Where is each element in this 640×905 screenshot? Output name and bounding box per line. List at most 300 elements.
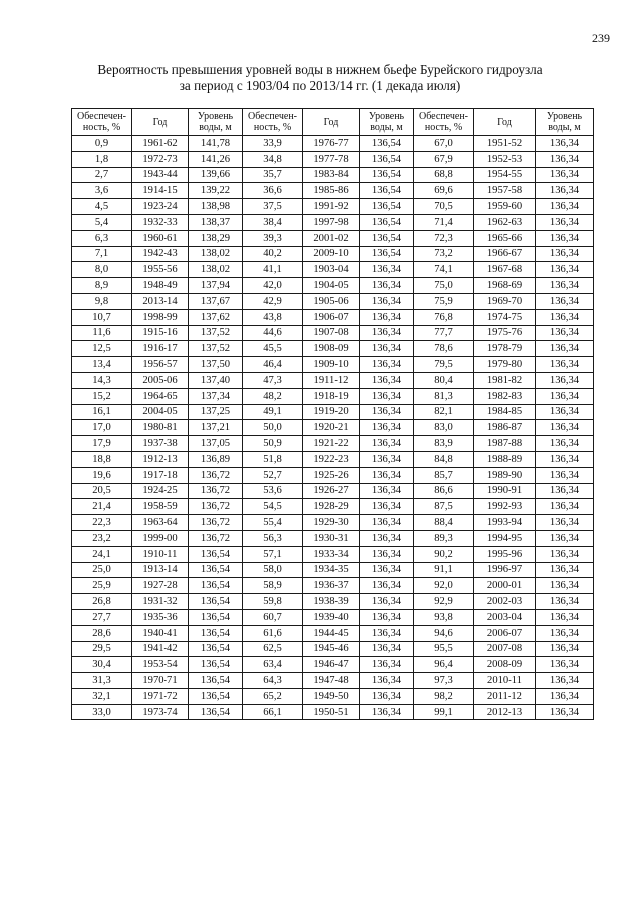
- cell-year: 1925-26: [303, 467, 360, 483]
- cell-water-level: 136,34: [360, 372, 414, 388]
- cell-water-level: 136,54: [189, 562, 243, 578]
- cell-water-level: 136,34: [536, 657, 594, 673]
- cell-water-level: 136,34: [360, 357, 414, 373]
- table-row: [72, 309, 594, 325]
- header-water-level: Уровень воды, м: [360, 109, 414, 136]
- cell-water-level: 136,34: [536, 451, 594, 467]
- cell-probability: 75,0: [414, 278, 474, 294]
- table-row: [72, 594, 594, 610]
- cell-water-level: 136,34: [360, 293, 414, 309]
- cell-water-level: 136,34: [536, 641, 594, 657]
- cell-probability: 91,1: [414, 562, 474, 578]
- cell-probability: 17,9: [72, 436, 132, 452]
- cell-year: 1950-51: [303, 704, 360, 720]
- cell-water-level: 136,54: [360, 151, 414, 167]
- cell-year: 1914-15: [132, 183, 189, 199]
- cell-probability: 44,6: [243, 325, 303, 341]
- cell-water-level: 136,34: [536, 673, 594, 689]
- cell-water-level: 136,34: [360, 262, 414, 278]
- cell-probability: 39,3: [243, 230, 303, 246]
- cell-probability: 13,4: [72, 357, 132, 373]
- table-row: [72, 641, 594, 657]
- cell-water-level: 141,26: [189, 151, 243, 167]
- cell-year: 1913-14: [132, 562, 189, 578]
- cell-year: 1907-08: [303, 325, 360, 341]
- cell-year: 1988-89: [474, 451, 536, 467]
- cell-year: 1990-91: [474, 483, 536, 499]
- probability-table: [71, 108, 594, 720]
- table-row: [72, 357, 594, 373]
- cell-probability: 8,9: [72, 278, 132, 294]
- cell-water-level: 136,34: [536, 404, 594, 420]
- cell-year: 1926-27: [303, 483, 360, 499]
- cell-probability: 36,6: [243, 183, 303, 199]
- cell-water-level: 136,34: [536, 309, 594, 325]
- cell-year: 1962-63: [474, 214, 536, 230]
- cell-year: 1974-75: [474, 309, 536, 325]
- table-row: [72, 546, 594, 562]
- cell-water-level: 136,34: [360, 278, 414, 294]
- cell-water-level: 136,34: [536, 483, 594, 499]
- cell-year: 1910-11: [132, 546, 189, 562]
- cell-year: 1915-16: [132, 325, 189, 341]
- table-row: [72, 262, 594, 278]
- cell-year: 2006-07: [474, 625, 536, 641]
- cell-water-level: 136,72: [189, 499, 243, 515]
- cell-probability: 42,9: [243, 293, 303, 309]
- cell-water-level: 139,22: [189, 183, 243, 199]
- cell-year: 1928-29: [303, 499, 360, 515]
- cell-water-level: 137,25: [189, 404, 243, 420]
- cell-probability: 21,4: [72, 499, 132, 515]
- cell-probability: 75,9: [414, 293, 474, 309]
- cell-water-level: 136,34: [536, 293, 594, 309]
- cell-probability: 50,0: [243, 420, 303, 436]
- cell-year: 1963-64: [132, 515, 189, 531]
- table-row: [72, 404, 594, 420]
- cell-probability: 0,9: [72, 136, 132, 152]
- table-row: [72, 167, 594, 183]
- cell-year: 1987-88: [474, 436, 536, 452]
- cell-year: 1931-32: [132, 594, 189, 610]
- cell-water-level: 136,34: [536, 214, 594, 230]
- cell-probability: 84,8: [414, 451, 474, 467]
- cell-water-level: 136,54: [189, 673, 243, 689]
- page-number: 239: [592, 31, 610, 45]
- table-row: [72, 609, 594, 625]
- header-year: Год: [303, 109, 360, 136]
- cell-water-level: 137,94: [189, 278, 243, 294]
- cell-probability: 83,9: [414, 436, 474, 452]
- cell-water-level: 138,98: [189, 199, 243, 215]
- cell-year: 1934-35: [303, 562, 360, 578]
- cell-water-level: 136,34: [536, 199, 594, 215]
- cell-year: 1942-43: [132, 246, 189, 262]
- cell-year: 1922-23: [303, 451, 360, 467]
- cell-year: 1920-21: [303, 420, 360, 436]
- cell-water-level: 136,34: [536, 278, 594, 294]
- cell-probability: 20,5: [72, 483, 132, 499]
- cell-probability: 68,8: [414, 167, 474, 183]
- cell-water-level: 136,34: [536, 688, 594, 704]
- cell-year: 1992-93: [474, 499, 536, 515]
- cell-year: 1923-24: [132, 199, 189, 215]
- table-row: [72, 657, 594, 673]
- cell-probability: 82,1: [414, 404, 474, 420]
- cell-water-level: 136,54: [360, 230, 414, 246]
- cell-probability: 3,6: [72, 183, 132, 199]
- cell-year: 2003-04: [474, 609, 536, 625]
- cell-probability: 50,9: [243, 436, 303, 452]
- cell-probability: 53,6: [243, 483, 303, 499]
- cell-year: 2002-03: [474, 594, 536, 610]
- table-row: [72, 515, 594, 531]
- cell-year: 2013-14: [132, 293, 189, 309]
- cell-water-level: 136,34: [360, 546, 414, 562]
- cell-year: 1918-19: [303, 388, 360, 404]
- cell-water-level: 139,66: [189, 167, 243, 183]
- cell-water-level: 137,05: [189, 436, 243, 452]
- cell-probability: 31,3: [72, 673, 132, 689]
- cell-year: 1959-60: [474, 199, 536, 215]
- cell-water-level: 136,34: [536, 372, 594, 388]
- cell-probability: 40,2: [243, 246, 303, 262]
- cell-water-level: 136,34: [536, 609, 594, 625]
- cell-year: 1958-59: [132, 499, 189, 515]
- cell-year: 1991-92: [303, 199, 360, 215]
- table-row: [72, 293, 594, 309]
- cell-year: 1984-85: [474, 404, 536, 420]
- cell-probability: 12,5: [72, 341, 132, 357]
- cell-probability: 26,8: [72, 594, 132, 610]
- cell-probability: 86,6: [414, 483, 474, 499]
- cell-water-level: 136,34: [360, 467, 414, 483]
- cell-water-level: 136,34: [536, 467, 594, 483]
- cell-year: 1946-47: [303, 657, 360, 673]
- cell-probability: 70,5: [414, 199, 474, 215]
- cell-water-level: 136,54: [189, 578, 243, 594]
- cell-year: 1975-76: [474, 325, 536, 341]
- cell-water-level: 136,34: [360, 625, 414, 641]
- cell-probability: 74,1: [414, 262, 474, 278]
- cell-water-level: 136,34: [360, 451, 414, 467]
- cell-probability: 11,6: [72, 325, 132, 341]
- cell-water-level: 136,54: [189, 657, 243, 673]
- cell-probability: 90,2: [414, 546, 474, 562]
- cell-year: 1986-87: [474, 420, 536, 436]
- cell-probability: 14,3: [72, 372, 132, 388]
- table-row: [72, 625, 594, 641]
- cell-year: 1912-13: [132, 451, 189, 467]
- cell-water-level: 136,34: [536, 530, 594, 546]
- cell-water-level: 136,54: [189, 641, 243, 657]
- cell-probability: 9,8: [72, 293, 132, 309]
- cell-water-level: 137,40: [189, 372, 243, 388]
- cell-year: 1954-55: [474, 167, 536, 183]
- cell-year: 2009-10: [303, 246, 360, 262]
- cell-year: 1964-65: [132, 388, 189, 404]
- cell-water-level: 136,34: [536, 167, 594, 183]
- cell-probability: 85,7: [414, 467, 474, 483]
- cell-probability: 25,0: [72, 562, 132, 578]
- cell-year: 2005-06: [132, 372, 189, 388]
- cell-probability: 88,4: [414, 515, 474, 531]
- cell-water-level: 136,54: [189, 609, 243, 625]
- cell-water-level: 136,34: [360, 609, 414, 625]
- cell-water-level: 136,54: [189, 594, 243, 610]
- cell-year: 1995-96: [474, 546, 536, 562]
- cell-year: 1972-73: [132, 151, 189, 167]
- cell-probability: 67,0: [414, 136, 474, 152]
- cell-year: 2001-02: [303, 230, 360, 246]
- table-body: [72, 136, 594, 720]
- table-row: [72, 673, 594, 689]
- cell-water-level: 136,34: [360, 483, 414, 499]
- cell-probability: 92,9: [414, 594, 474, 610]
- cell-water-level: 136,34: [536, 246, 594, 262]
- cell-year: 1982-83: [474, 388, 536, 404]
- cell-probability: 18,8: [72, 451, 132, 467]
- cell-water-level: 136,34: [360, 594, 414, 610]
- table-row: [72, 578, 594, 594]
- cell-year: 1924-25: [132, 483, 189, 499]
- table-header: [72, 109, 594, 136]
- cell-probability: 69,6: [414, 183, 474, 199]
- cell-water-level: 136,54: [360, 199, 414, 215]
- table-row: [72, 183, 594, 199]
- table-row: [72, 483, 594, 499]
- cell-year: 1943-44: [132, 167, 189, 183]
- cell-year: 1930-31: [303, 530, 360, 546]
- cell-water-level: 136,34: [360, 578, 414, 594]
- cell-probability: 89,3: [414, 530, 474, 546]
- cell-probability: 72,3: [414, 230, 474, 246]
- cell-year: 1970-71: [132, 673, 189, 689]
- cell-probability: 95,5: [414, 641, 474, 657]
- cell-year: 1936-37: [303, 578, 360, 594]
- cell-year: 2004-05: [132, 404, 189, 420]
- cell-probability: 98,2: [414, 688, 474, 704]
- cell-probability: 29,5: [72, 641, 132, 657]
- cell-probability: 73,2: [414, 246, 474, 262]
- cell-water-level: 136,34: [536, 436, 594, 452]
- cell-water-level: 136,34: [360, 641, 414, 657]
- table-row: [72, 530, 594, 546]
- cell-year: 1939-40: [303, 609, 360, 625]
- cell-water-level: 141,78: [189, 136, 243, 152]
- cell-water-level: 137,21: [189, 420, 243, 436]
- cell-probability: 47,3: [243, 372, 303, 388]
- table-row: [72, 341, 594, 357]
- cell-water-level: 136,34: [360, 530, 414, 546]
- cell-probability: 41,1: [243, 262, 303, 278]
- cell-probability: 56,3: [243, 530, 303, 546]
- cell-probability: 63,4: [243, 657, 303, 673]
- cell-year: 1979-80: [474, 357, 536, 373]
- cell-year: 1996-97: [474, 562, 536, 578]
- cell-year: 1971-72: [132, 688, 189, 704]
- title-line-2: за период с 1903/04 по 2013/14 гг. (1 декада июля): [179, 78, 461, 93]
- cell-water-level: 138,02: [189, 246, 243, 262]
- cell-probability: 54,5: [243, 499, 303, 515]
- cell-water-level: 136,72: [189, 530, 243, 546]
- cell-year: 1921-22: [303, 436, 360, 452]
- cell-year: 1976-77: [303, 136, 360, 152]
- cell-year: 1957-58: [474, 183, 536, 199]
- cell-water-level: 136,34: [360, 657, 414, 673]
- cell-water-level: 136,54: [189, 688, 243, 704]
- cell-water-level: 136,54: [189, 546, 243, 562]
- cell-probability: 58,9: [243, 578, 303, 594]
- cell-probability: 2,7: [72, 167, 132, 183]
- cell-water-level: 136,34: [536, 625, 594, 641]
- cell-probability: 77,7: [414, 325, 474, 341]
- cell-probability: 59,8: [243, 594, 303, 610]
- cell-probability: 23,2: [72, 530, 132, 546]
- cell-year: 1940-41: [132, 625, 189, 641]
- table-row: [72, 278, 594, 294]
- cell-probability: 62,5: [243, 641, 303, 657]
- table-row: [72, 451, 594, 467]
- cell-probability: 10,7: [72, 309, 132, 325]
- cell-probability: 43,8: [243, 309, 303, 325]
- cell-water-level: 136,54: [360, 183, 414, 199]
- cell-probability: 83,0: [414, 420, 474, 436]
- cell-water-level: 136,34: [360, 325, 414, 341]
- cell-probability: 33,0: [72, 704, 132, 720]
- header-water-level: Уровень воды, м: [536, 109, 594, 136]
- cell-water-level: 136,34: [536, 262, 594, 278]
- cell-year: 1937-38: [132, 436, 189, 452]
- cell-water-level: 136,34: [536, 594, 594, 610]
- cell-probability: 37,5: [243, 199, 303, 215]
- cell-water-level: 136,34: [536, 499, 594, 515]
- cell-probability: 67,9: [414, 151, 474, 167]
- cell-year: 1997-98: [303, 214, 360, 230]
- cell-year: 1944-45: [303, 625, 360, 641]
- cell-probability: 46,4: [243, 357, 303, 373]
- cell-year: 1956-57: [132, 357, 189, 373]
- cell-probability: 28,6: [72, 625, 132, 641]
- cell-water-level: 136,34: [360, 388, 414, 404]
- cell-year: 1947-48: [303, 673, 360, 689]
- cell-probability: 15,2: [72, 388, 132, 404]
- cell-year: 1981-82: [474, 372, 536, 388]
- cell-year: 2012-13: [474, 704, 536, 720]
- cell-year: 1951-52: [474, 136, 536, 152]
- cell-probability: 5,4: [72, 214, 132, 230]
- table-row: [72, 246, 594, 262]
- cell-year: 1911-12: [303, 372, 360, 388]
- table-row: [72, 136, 594, 152]
- table-row: [72, 688, 594, 704]
- cell-water-level: 138,02: [189, 262, 243, 278]
- cell-water-level: 136,34: [360, 499, 414, 515]
- cell-year: 1933-34: [303, 546, 360, 562]
- cell-water-level: 138,29: [189, 230, 243, 246]
- table-row: [72, 151, 594, 167]
- cell-year: 1989-90: [474, 467, 536, 483]
- table-row: [72, 388, 594, 404]
- header-probability: Обеспечен-ность, %: [414, 109, 474, 136]
- cell-probability: 96,4: [414, 657, 474, 673]
- table-row: [72, 372, 594, 388]
- cell-water-level: 136,34: [536, 151, 594, 167]
- cell-year: 1916-17: [132, 341, 189, 357]
- cell-probability: 49,1: [243, 404, 303, 420]
- cell-year: 1998-99: [132, 309, 189, 325]
- cell-water-level: 136,34: [536, 562, 594, 578]
- cell-year: 1994-95: [474, 530, 536, 546]
- cell-water-level: 136,54: [189, 625, 243, 641]
- cell-water-level: 136,72: [189, 515, 243, 531]
- cell-year: 1968-69: [474, 278, 536, 294]
- cell-probability: 93,8: [414, 609, 474, 625]
- cell-probability: 81,3: [414, 388, 474, 404]
- cell-year: 2000-01: [474, 578, 536, 594]
- cell-water-level: 136,72: [189, 483, 243, 499]
- cell-probability: 45,5: [243, 341, 303, 357]
- cell-probability: 6,3: [72, 230, 132, 246]
- cell-year: 1967-68: [474, 262, 536, 278]
- cell-probability: 66,1: [243, 704, 303, 720]
- table-row: [72, 325, 594, 341]
- cell-probability: 38,4: [243, 214, 303, 230]
- cell-probability: 61,6: [243, 625, 303, 641]
- cell-water-level: 138,37: [189, 214, 243, 230]
- cell-water-level: 137,34: [189, 388, 243, 404]
- cell-probability: 80,4: [414, 372, 474, 388]
- cell-water-level: 136,34: [536, 136, 594, 152]
- cell-probability: 34,8: [243, 151, 303, 167]
- cell-probability: 24,1: [72, 546, 132, 562]
- cell-water-level: 136,34: [360, 704, 414, 720]
- cell-year: 1965-66: [474, 230, 536, 246]
- cell-year: 1985-86: [303, 183, 360, 199]
- cell-water-level: 136,34: [536, 230, 594, 246]
- cell-probability: 30,4: [72, 657, 132, 673]
- cell-water-level: 136,89: [189, 451, 243, 467]
- cell-year: 1952-53: [474, 151, 536, 167]
- cell-year: 1953-54: [132, 657, 189, 673]
- cell-water-level: 136,54: [360, 246, 414, 262]
- cell-water-level: 136,54: [189, 704, 243, 720]
- cell-probability: 33,9: [243, 136, 303, 152]
- cell-probability: 58,0: [243, 562, 303, 578]
- cell-probability: 22,3: [72, 515, 132, 531]
- table-row: [72, 436, 594, 452]
- cell-year: 1977-78: [303, 151, 360, 167]
- cell-year: 1927-28: [132, 578, 189, 594]
- cell-water-level: 136,54: [360, 136, 414, 152]
- cell-probability: 19,6: [72, 467, 132, 483]
- document-title: [0, 62, 640, 94]
- cell-year: 1935-36: [132, 609, 189, 625]
- cell-year: 1948-49: [132, 278, 189, 294]
- cell-water-level: 136,34: [360, 341, 414, 357]
- cell-year: 1966-67: [474, 246, 536, 262]
- cell-probability: 25,9: [72, 578, 132, 594]
- cell-water-level: 137,52: [189, 341, 243, 357]
- cell-probability: 71,4: [414, 214, 474, 230]
- cell-water-level: 136,34: [536, 325, 594, 341]
- cell-probability: 97,3: [414, 673, 474, 689]
- cell-water-level: 136,34: [360, 420, 414, 436]
- header-year: Год: [474, 109, 536, 136]
- table-row: [72, 230, 594, 246]
- table-row: [72, 199, 594, 215]
- cell-probability: 60,7: [243, 609, 303, 625]
